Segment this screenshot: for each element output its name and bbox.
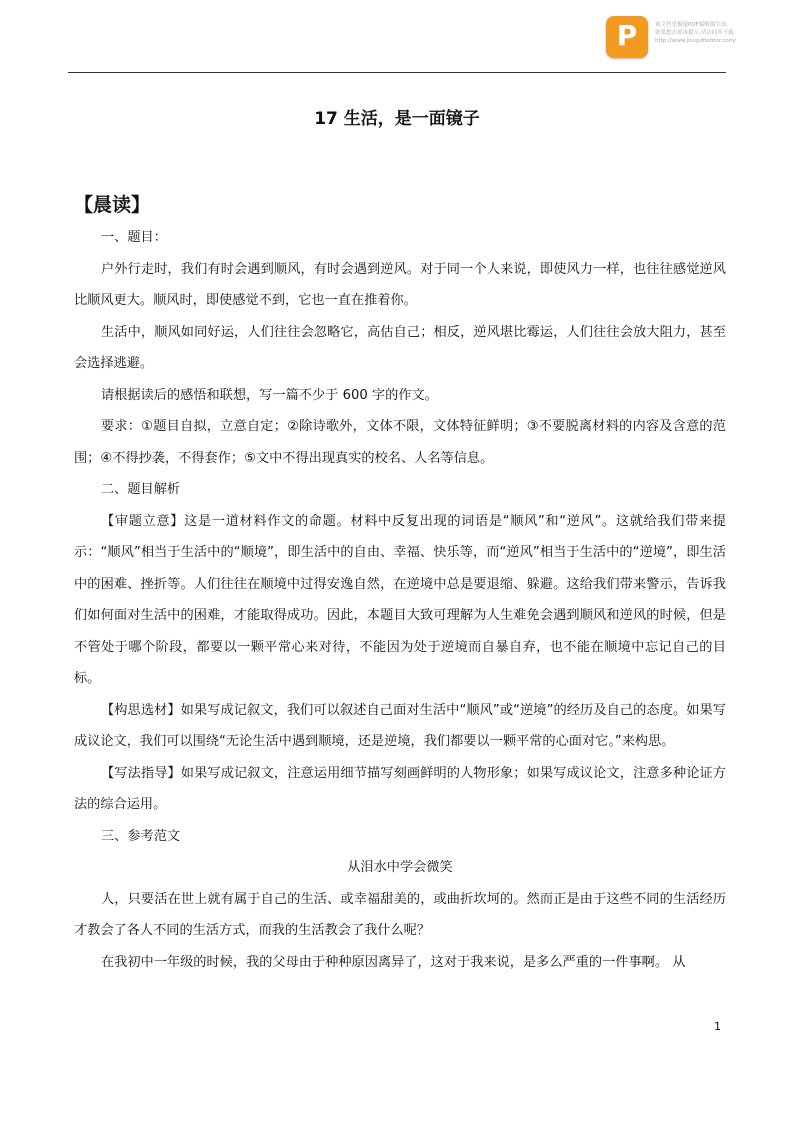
paragraph: 从泪水中学会微笑 [347, 860, 453, 875]
paragraph: 户外行走时，我们有时会遇到顺风，有时会遇到逆风。对于同一个人来说，即使风力一样，也往往感觉逆风比顺风更大。顺风时，即使感觉不到，它也一直在推着你。 [74, 261, 726, 308]
paragraph: 一、题目： [101, 230, 167, 245]
paragraph: 请根据读后的感悟和联想，写一篇不少于 600 字的作文。 [101, 387, 438, 403]
paragraph: 生活中，顺风如同好运，人们往往会忽略它，高估自己；相反，逆风堪比霉运，人们往往会放大阻力，甚至会选择逃避。 [74, 324, 726, 371]
logo-glyph: P [616, 19, 638, 52]
document-body [74, 222, 726, 978]
watermark-note [655, 21, 785, 45]
paragraph: 在我初中一年级的时候，我的父母由于种种原因离异了，这对于我来说，是多么严重的一件事啊。 从 [101, 954, 686, 970]
watermark-line-2: 如果想去掉该提示,请访问并下载: [655, 30, 736, 36]
pdf-editor-logo [606, 16, 648, 58]
paragraph: 三、参考范文 [101, 828, 181, 844]
paragraph: 二、题目解析 [101, 482, 181, 497]
paragraph: 人，只要活在世上就有属于自己的生活、或幸福甜美的，或曲折坎坷的。然而正是由于这些不同的生活经历才教会了各人不同的生活方式，而我的生活教会了我什么呢？ [74, 891, 726, 938]
paragraph: 【审题立意】这是一道材料作文的命题。材料中反复出现的词语是“顺风”和“逆风”。这就给我们带来提示：“顺风”相当于生活中的“顺境”，即生活中的自由、幸福、快乐等，而“逆风”相当于生活中的“逆境”，即生活中的困难、挫折等。人们往往在顺境中过得安逸自然，在逆境中总是要退缩、躲避。这给我们带来警示，告诉我们如何面对生活中的困难，才能取得成功。因此，本题目大致可理解为人生难免会遇到顺风和逆风的时候，但是不管处于哪个阶段，都要以一颗平常心来对待，不能因为处于逆境而自暴自弃，也不能在顺境中忘记自己的目标。 [74, 513, 726, 686]
header-rule [68, 72, 726, 73]
paragraph: 要求：①题目自拟，立意自定；②除诗歌外，文体不限，文体特征鲜明；③不要脱离材料的内容及含意的范围；④不得抄袭，不得套作；⑤文中不得出现真实的校名、人名等信息。 [74, 419, 726, 466]
page-number: 1 [714, 1020, 721, 1033]
page-title: 17 生活，是一面镜子 [314, 109, 480, 129]
watermark-line-1: 该文档是极速PDF编辑器生成, [655, 22, 728, 28]
paragraph: 【构思选材】如果写成记叙文，我们可以叙述自己面对生活中“顺风”或“逆境”的经历及自己的态度。如果写成议论文，我们可以围绕“无论生活中遇到顺境，还是逆境，我们都要以一颗平常的心面对它。”来构思。 [74, 702, 726, 749]
watermark-line-3: http://www.jisupdfeditor.com/ [655, 38, 736, 44]
section-label: 【晨读】 [74, 194, 151, 216]
paragraph: 【写法指导】如果写成记叙文，注意运用细节描写刻画鲜明的人物形象；如果写成议论文，注意多种论证方法的综合运用。 [74, 765, 726, 812]
